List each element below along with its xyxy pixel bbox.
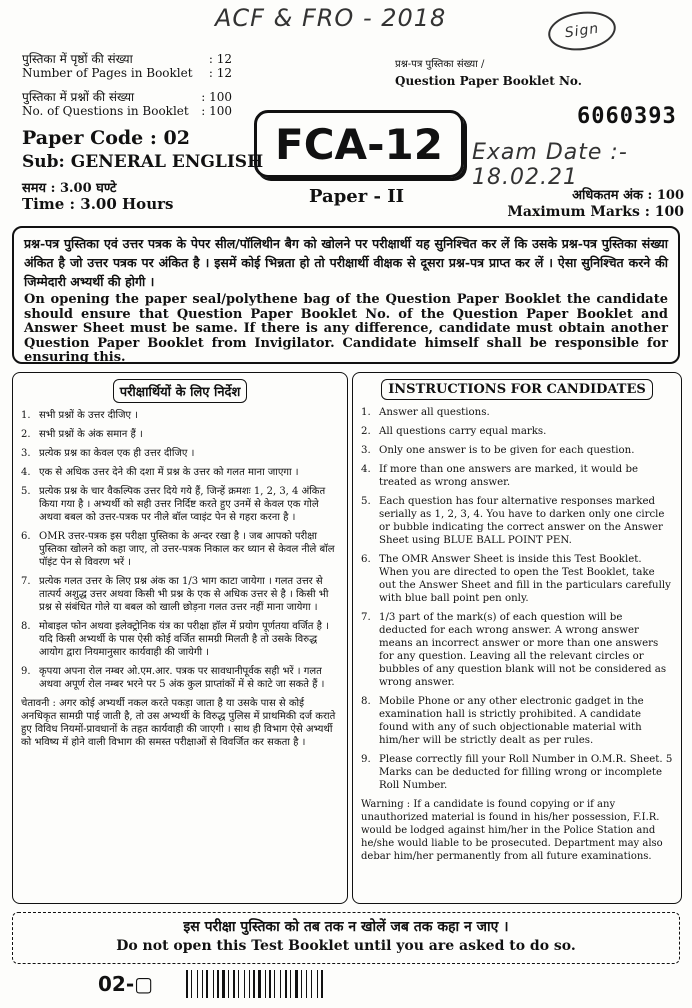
item-number: 8. — [361, 696, 371, 707]
booklet-no-label-hi: प्रश्न-पत्र पुस्तिका संख्या / — [395, 59, 485, 70]
footer-code: 02-▢ — [98, 972, 154, 996]
instructions-hindi — [12, 372, 348, 904]
questions-label-hi: पुस्तिका में प्रश्नों की संख्या — [22, 90, 135, 104]
item-text: OMR उत्तर-पत्रक इस परीक्षा पुस्तिका के अन्दर रखा है । जब आपको परीक्षा पुस्तिका खोलने को कहा जाए, तो उत्तर-पत्रक निकाल कर ध्यान से केवल नीले बॉल पॉइंट पेन से विवरण भरें । — [39, 531, 335, 568]
list-item — [21, 530, 339, 569]
barcode-bar — [191, 970, 192, 998]
barcode-bar — [262, 970, 264, 998]
item-text: मोबाइल फोन अथवा इलेक्ट्रोनिक यंत्र का परीक्षा हॉल में प्रयोग पूर्णतया वर्जित है । यदि किसी अभ्यर्थी के पास ऐसी कोई वर्जित सामग्री मिलती है तो उसके विरुद्ध आयोग द्वारा नियमानुसार कार्यवाही की जायेगी । — [39, 621, 329, 658]
barcode-bar — [199, 970, 201, 998]
barcode-bar — [280, 970, 281, 998]
barcode-bar — [267, 970, 268, 998]
questions-value-en: : 100 — [201, 104, 232, 118]
handwritten-exam-date: Exam Date :- 18.02.21 — [472, 140, 628, 190]
barcode-bar — [290, 970, 291, 998]
barcode-bar — [253, 970, 255, 998]
list-item — [361, 753, 673, 792]
item-text: Answer all questions. — [379, 407, 490, 418]
item-number: 8. — [21, 621, 31, 632]
item-text: Mobile Phone or any other electronic gadget in the examination hall is strictly prohibited. A candidate found with any of such objectionable material with him/her will be strictly dealt as per rules. — [379, 696, 644, 746]
notice-box — [12, 226, 680, 364]
do-not-open-en: Do not open this Test Booklet until you are asked to do so. — [116, 938, 576, 954]
barcode-bar — [285, 970, 287, 998]
barcode-bar — [226, 970, 227, 998]
barcode-bar — [299, 970, 300, 998]
barcode-bar — [220, 970, 221, 998]
list-item — [21, 620, 339, 659]
list-item — [361, 695, 673, 747]
time-en: Time : 3.00 Hours — [22, 195, 174, 213]
barcode-bar — [222, 970, 225, 998]
barcode-bar — [197, 970, 198, 998]
barcode-bar — [246, 970, 248, 998]
barcode-bar — [258, 970, 261, 998]
barcode-bar — [306, 970, 307, 998]
list-item — [361, 495, 673, 547]
item-text: सभी प्रश्नों के अंक समान हैं । — [39, 429, 143, 440]
signature-stamp: Sign — [546, 7, 619, 54]
pages-value-hi: : 12 — [208, 52, 232, 66]
item-text: प्रत्येक प्रश्न का केवल एक ही उत्तर दीजिए । — [39, 448, 195, 459]
barcode-bar — [213, 970, 214, 998]
item-number: 6. — [21, 531, 31, 542]
list-item — [21, 575, 339, 614]
barcode-bar — [317, 970, 318, 998]
barcode-bar — [321, 970, 323, 998]
instructions-english-list — [361, 406, 673, 792]
list-item — [21, 447, 339, 460]
barcode-bar — [265, 970, 266, 998]
barcode-bar — [189, 970, 190, 998]
max-marks — [507, 188, 684, 220]
pages-label-hi: पुस्तिका में पृष्ठों की संख्या — [22, 52, 133, 66]
item-number: 9. — [21, 666, 31, 677]
questions-label-en: No. of Questions in Booklet — [22, 104, 189, 118]
notice-hi: प्रश्न-पत्र पुस्तिका एवं उत्तर पत्रक के पेपर सील/पॉलिथीन बैग को खोलने पर परीक्षार्थी यह सुनिश्चित कर लें कि उसके प्रश्न-पत्र पुस्तिका संख्या अंकित है जो उत्तर पत्रक पर अंकित है । इसमें कोई भिन्नता हो तो परीक्षार्थी वीक्षक से दूसरा प्रश्न-पत्र प्राप्त कर लें । ऐसा सुनिश्चित करने की जिम्मेदारी अभ्यर्थी की होगी । — [24, 236, 668, 289]
list-item — [21, 665, 339, 691]
barcode-bar — [288, 970, 289, 998]
item-text: Please correctly fill your Roll Number in O.M.R. Sheet. 5 Marks can be deducted for filling wrong or incomplete Roll Number. — [379, 754, 673, 791]
barcode-bar — [295, 970, 298, 998]
barcode-bar — [217, 970, 219, 998]
barcode-bar — [256, 970, 257, 998]
item-number: 5. — [361, 496, 371, 507]
barcode-bar — [313, 970, 316, 998]
list-item — [21, 409, 339, 422]
barcode-bar — [230, 970, 232, 998]
subject: Sub: GENERAL ENGLISH — [22, 152, 264, 172]
item-text: प्रत्येक प्रश्न के चार वैकल्पिक उत्तर दिये गये हैं, जिन्हें क्रमशः 1, 2, 3, 4 अंकित किया गया है । अभ्यर्थी को सही उत्तर निर्दिष्ट करते हुए उनमें से केवल एक गोले अथवा बबल को उत्तर-पत्रक पर नीले बॉल प्वाइंट पेन से गहरा करना है । — [39, 486, 326, 523]
barcode-bar — [249, 970, 250, 998]
barcode-bar — [282, 970, 284, 998]
paper-code: Paper Code : 02 — [22, 127, 190, 149]
booklet-meta — [22, 52, 232, 118]
barcode — [186, 970, 380, 998]
barcode-bar — [233, 970, 235, 998]
item-number: 2. — [21, 429, 31, 440]
barcode-bar — [251, 970, 252, 998]
item-text: If more than one answers are marked, it would be treated as wrong answer. — [379, 464, 638, 488]
barcode-bar — [202, 970, 203, 998]
item-text: Only one answer is to be given for each question. — [379, 445, 635, 456]
max-marks-en: Maximum Marks : 100 — [507, 204, 684, 220]
barcode-bar — [206, 970, 208, 998]
item-text: Each question has four alternative responses marked serially as 1, 2, 3, 4. You have to darken only one circle or bubble indicating the correct answer on the Answer Sheet using BLUE BALL POINT PEN. — [379, 496, 665, 546]
time-hi: समय : 3.00 घण्टे — [22, 181, 117, 196]
list-item — [361, 611, 673, 689]
barcode-bar — [319, 970, 320, 998]
notice-en: On opening the paper seal/polythene bag of the Question Paper Booklet the candidate should ensure that Question Paper Booklet No. of the Question Paper Booklet and Answer Sheet must be same. If there is any difference, candidate must obtain another Question Paper Booklet from Invigilator. Candidate himself shall be responsible for ensuring this. — [24, 292, 668, 365]
do-not-open-hi: इस परीक्षा पुस्तिका को तब तक न खोलें जब तक कहा न जाए । — [183, 919, 509, 935]
barcode-bar — [292, 970, 294, 998]
pages-label-en: Number of Pages in Booklet — [22, 66, 193, 80]
list-item — [361, 425, 673, 438]
item-text: 1/3 part of the mark(s) of each question will be deducted for each wrong answer. A wrong answer means an incorrect answer or more than one answers for any question. Leaving all the relevant circles or bubbles of any question blank will not be considered as wrong answer. — [379, 612, 667, 688]
barcode-bar — [209, 970, 212, 998]
item-number: 4. — [361, 464, 371, 475]
list-item — [361, 406, 673, 419]
item-text: The OMR Answer Sheet is inside this Test Booklet. When you are directed to open the Test Booklet, take out the Answer Sheet and fill in the particulars carefully with blue ball point pen only. — [379, 554, 671, 604]
item-number: 7. — [21, 576, 31, 587]
item-text: सभी प्रश्नों के उत्तर दीजिए । — [39, 410, 139, 421]
barcode-bar — [236, 970, 237, 998]
barcode-bar — [301, 970, 302, 998]
item-number: 3. — [361, 445, 371, 456]
item-number: 1. — [21, 410, 31, 421]
paper-label: Paper - II — [309, 186, 405, 207]
item-number: 7. — [361, 612, 371, 623]
item-number: 5. — [21, 486, 31, 497]
barcode-bar — [238, 970, 239, 998]
list-item — [21, 485, 339, 524]
item-number: 3. — [21, 448, 31, 459]
instructions-english-title: INSTRUCTIONS FOR CANDIDATES — [381, 379, 653, 400]
barcode-bar — [311, 970, 312, 998]
pages-value-en: : 12 — [208, 66, 232, 80]
instructions-hindi-title: परीक्षार्थियों के लिए निर्देश — [113, 379, 248, 403]
item-text: एक से अधिक उत्तर देने की दशा में प्रश्न के उत्तर को गलत माना जाएगा । — [39, 467, 299, 478]
item-text: प्रत्येक गलत उत्तर के लिए प्रश्न अंक का 1/3 भाग काटा जायेगा । गलत उत्तर से तात्पर्य अशुद्ध उत्तर अथवा किसी भी प्रश्न के एक से अधिक उत्तर से है । किसी भी प्रश्न से संबंधित गोले या बबल को खाली छोड़ना गलत उत्तर नहीं माना जायेगा । — [39, 576, 329, 613]
max-marks-hi: अधिकतम अंक : 100 — [572, 188, 684, 203]
do-not-open-banner — [12, 912, 680, 964]
warning-en: Warning : If a candidate is found copying or if any unauthorized material is found in his/her possession, F.I.R. would be lodged against him/her in the Police Station and he/she would liable to be prosecuted. Department may also debar him/her permanently from all future examinations. — [361, 799, 663, 862]
list-item — [361, 444, 673, 457]
booklet-number: 6060393 — [577, 104, 677, 129]
item-text: कृपया अपना रोल नम्बर ओ.एम.आर. पत्रक पर सावधानीपूर्वक सही भरें । गलत अथवा अपूर्ण रोल नम्बर भरने पर 5 अंक कुल प्राप्तांकों में से काटे जा सकते हैं । — [39, 666, 325, 690]
barcode-bar — [303, 970, 305, 998]
barcode-bar — [228, 970, 229, 998]
list-item — [361, 553, 673, 605]
warning-hi: चेतावनी : अगर कोई अभ्यर्थी नकल करते पकड़ा जाता है या उसके पास से कोई अनधिकृत सामग्री पाई जाती है, तो उस अभ्यर्थी के विरुद्ध पुलिस में प्राथमिकी दर्ज कराते हुए विविध नियमों-प्रावधानों के तहत कार्यवाही की जाएगी । साथ ही विभाग ऐसे अभ्यर्थी को भविष्य में होने वाली विभाग की समस्त परीक्षाओं से विवर्जित कर सकता है । — [21, 698, 336, 748]
instructions-english — [352, 372, 682, 904]
barcode-bar — [269, 970, 271, 998]
handwritten-exam-label: ACF & FRO - 2018 — [215, 4, 447, 32]
list-item — [21, 466, 339, 479]
barcode-bar — [274, 970, 275, 998]
paper-code-box: FCA-12 — [254, 110, 464, 178]
questions-value-hi: : 100 — [201, 90, 232, 104]
item-number: 6. — [361, 554, 371, 565]
barcode-bar — [244, 970, 245, 998]
list-item — [361, 463, 673, 489]
item-number: 2. — [361, 426, 371, 437]
barcode-bar — [193, 970, 196, 998]
item-number: 4. — [21, 467, 31, 478]
list-item — [21, 428, 339, 441]
barcode-bar — [215, 970, 216, 998]
item-number: 9. — [361, 754, 371, 765]
barcode-bar — [240, 970, 243, 998]
barcode-bar — [324, 970, 325, 998]
barcode-bar — [204, 970, 205, 998]
barcode-bar — [308, 970, 310, 998]
barcode-bar — [276, 970, 279, 998]
barcode-bar — [272, 970, 273, 998]
item-text: All questions carry equal marks. — [379, 426, 547, 437]
booklet-no-label-en: Question Paper Booklet No. — [395, 74, 582, 88]
item-number: 1. — [361, 407, 371, 418]
barcode-bar — [186, 970, 188, 998]
instructions-hindi-list — [21, 409, 339, 691]
